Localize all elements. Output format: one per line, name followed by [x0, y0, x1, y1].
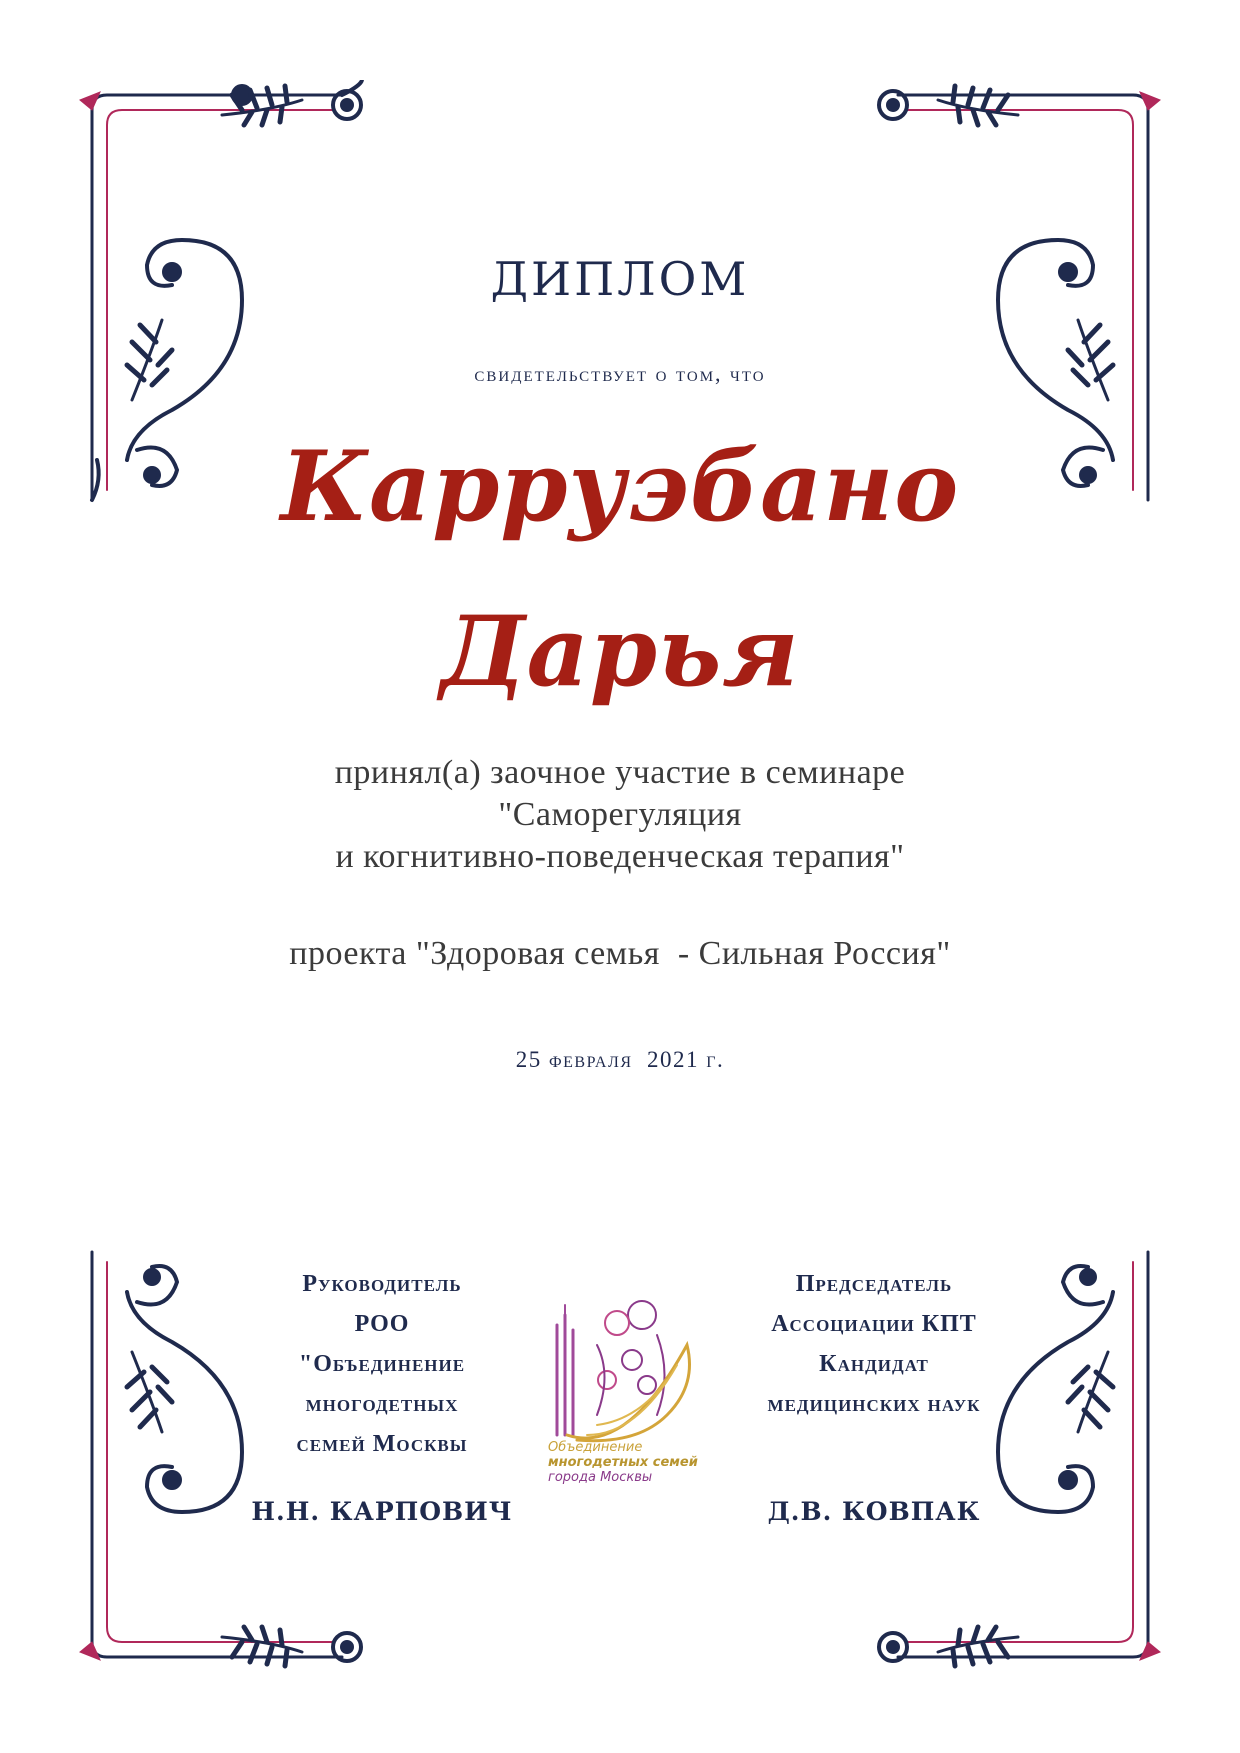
logo-caption-line: многодетных семей: [548, 1455, 698, 1470]
signatory-right-line: медицинских наук: [767, 1391, 981, 1417]
recipient-first-name: Дарья: [440, 595, 800, 708]
participation-line: принял(а) заочное участие в семинаре: [334, 754, 906, 791]
recipient-last-name: Карруэбано: [280, 430, 960, 543]
signatory-left-name: Н.Н. КАРПОВИЧ: [251, 1497, 513, 1526]
participation-line: и когнитивно-поведенческая терапия": [335, 838, 905, 875]
signatory-left-line: многодетных: [305, 1391, 459, 1417]
signatory-right-name: Д.В. КОВПАК: [767, 1497, 981, 1526]
logo-caption-line: Объединение: [548, 1440, 643, 1455]
diploma-title: ДИПЛОМ: [490, 252, 750, 306]
project-text: проекта "Здоровая семья - Сильная Россия": [289, 935, 951, 972]
signatory-right-line: Кандидат: [819, 1351, 929, 1377]
logo-caption: [548, 1440, 728, 1485]
signatory-left-line: РОО: [354, 1311, 410, 1337]
logo-caption-line: города Москвы: [548, 1470, 653, 1485]
signatory-left-line: семей Москвы: [296, 1431, 468, 1457]
signatory-right-title: [724, 1264, 1024, 1424]
signatory-left-line: "Объединение: [298, 1351, 466, 1377]
signatory-right-line: Председатель: [795, 1271, 953, 1297]
signatory-right-line: Ассоциации КПТ: [771, 1311, 977, 1337]
diploma-date: 25 февраля 2021 г.: [515, 1047, 725, 1072]
signatory-left-line: Руководитель: [302, 1271, 462, 1297]
diploma-subtitle: свидетельствует о том, что: [474, 361, 766, 386]
signatory-left-title: [232, 1264, 532, 1464]
participation-text: [0, 752, 1240, 878]
participation-line: "Саморегуляция: [498, 796, 742, 833]
